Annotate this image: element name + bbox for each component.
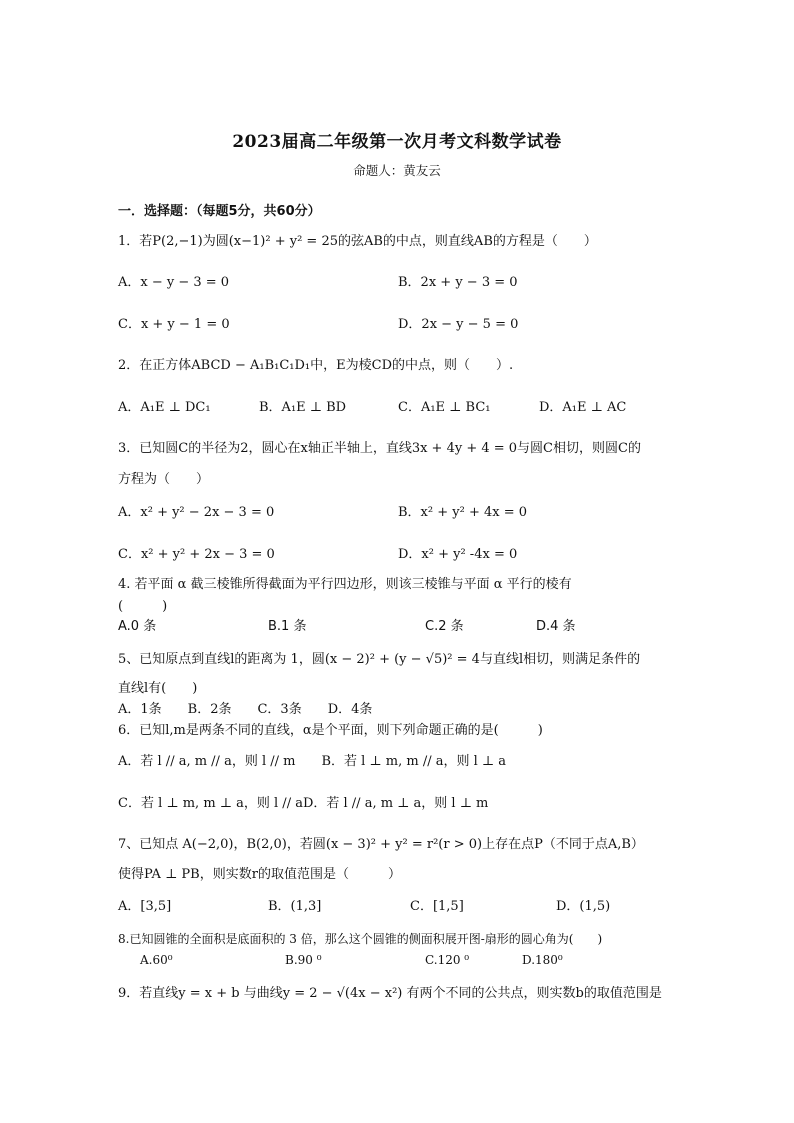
question-8-option-c: C.120 ⁰ xyxy=(425,953,470,967)
question-8-option-a: A.60⁰ xyxy=(140,953,173,967)
question-4-stem-line2: ( ) xyxy=(118,599,168,614)
section-heading: 一．选择题：（每题5分，共60分） xyxy=(118,204,321,219)
question-2-option-d: D．A₁E ⊥ AC xyxy=(539,400,627,415)
question-6-options-cd: C．若 l ⊥ m, m ⊥ a，则 l // aD．若 l // a, m ⊥ a，则 l ⊥ m xyxy=(118,796,489,811)
question-6-options-ab: A．若 l // a, m // a，则 l // m B．若 l ⊥ m, m // a，则 l ⊥ a xyxy=(118,754,507,769)
question-3-option-a: A．x² + y² − 2x − 3 = 0 xyxy=(118,505,275,520)
question-3-stem-line2: 方程为（ ） xyxy=(118,472,210,487)
question-4-option-d: D.4 条 xyxy=(536,619,576,634)
question-5-options: A．1条 B．2条 C．3条 D．4条 xyxy=(118,702,373,717)
question-5-stem-line1: 5、已知原点到直线l的距离为 1，圆(x − 2)² + (y − √5)² = 4与直线l相切，则满足条件的 xyxy=(118,652,641,667)
page-title: 2023届高二年级第一次月考文科数学试卷 xyxy=(232,132,562,152)
question-7-option-d: D．(1,5) xyxy=(556,899,611,914)
question-1-option-d: D．2x − y − 5 = 0 xyxy=(398,317,519,332)
question-3-stem-line1: 3．已知圆C的半径为2，圆心在x轴正半轴上，直线3x + 4y + 4 = 0与圆C相切，则圆C的 xyxy=(118,441,641,456)
question-7-stem-line2: 使得PA ⊥ PB，则实数r的取值范围是（ ） xyxy=(118,867,401,882)
question-1-option-b: B．2x + y − 3 = 0 xyxy=(398,275,518,290)
question-3-option-d: D．x² + y² -4x = 0 xyxy=(398,547,518,562)
question-7-option-a: A．[3,5] xyxy=(118,899,172,914)
question-1-option-a: A．x − y − 3 = 0 xyxy=(118,275,230,290)
question-3-option-c: C．x² + y² + 2x − 3 = 0 xyxy=(118,547,275,562)
author-line: 命题人：黄友云 xyxy=(353,163,441,178)
question-4-option-a: A.0 条 xyxy=(118,619,157,634)
question-4-stem-line1: 4. 若平面 α 截三棱锥所得截面为平行四边形，则该三棱锥与平面 α 平行的棱有 xyxy=(118,577,572,592)
question-2-option-a: A．A₁E ⊥ DC₁ xyxy=(118,400,211,415)
question-3-option-b: B．x² + y² + 4x = 0 xyxy=(398,505,527,520)
question-4-option-c: C.2 条 xyxy=(425,619,464,634)
question-2-option-c: C．A₁E ⊥ BC₁ xyxy=(398,400,491,415)
question-4-option-b: B.1 条 xyxy=(268,619,307,634)
question-8-option-d: D.180⁰ xyxy=(522,953,563,967)
question-5-stem-line2: 直线l有( ) xyxy=(118,681,198,696)
question-2-option-b: B．A₁E ⊥ BD xyxy=(259,400,347,415)
question-6-stem: 6．已知l,m是两条不同的直线，α是个平面，则下列命题正确的是( ) xyxy=(118,723,543,738)
question-7-stem-line1: 7、已知点 A(−2,0)，B(2,0)，若圆(x − 3)² + y² = r²(r > 0)上存在点P（不同于点A,B） xyxy=(118,837,644,852)
question-1-option-c: C．x + y − 1 = 0 xyxy=(118,317,230,332)
question-9-stem: 9．若直线y = x + b 与曲线y = 2 − √(4x − x²) 有两个不同的公共点，则实数b的取值范围是 xyxy=(118,986,662,1001)
question-7-option-b: B．(1,3] xyxy=(268,899,322,914)
question-7-option-c: C．[1,5] xyxy=(410,899,464,914)
question-1-stem: 1．若P(2,−1)为圆(x−1)² + y² = 25的弦AB的中点，则直线AB的方程是（ ） xyxy=(118,234,597,249)
question-8-option-b: B.90 ⁰ xyxy=(285,953,322,967)
question-8-stem: 8.已知圆锥的全面积是底面积的 3 倍，那么这个圆锥的侧面积展开图-扇形的圆心角为( ) xyxy=(118,932,603,946)
question-2-stem: 2．在正方体ABCD − A₁B₁C₁D₁中，E为棱CD的中点，则（ ）. xyxy=(118,358,514,373)
